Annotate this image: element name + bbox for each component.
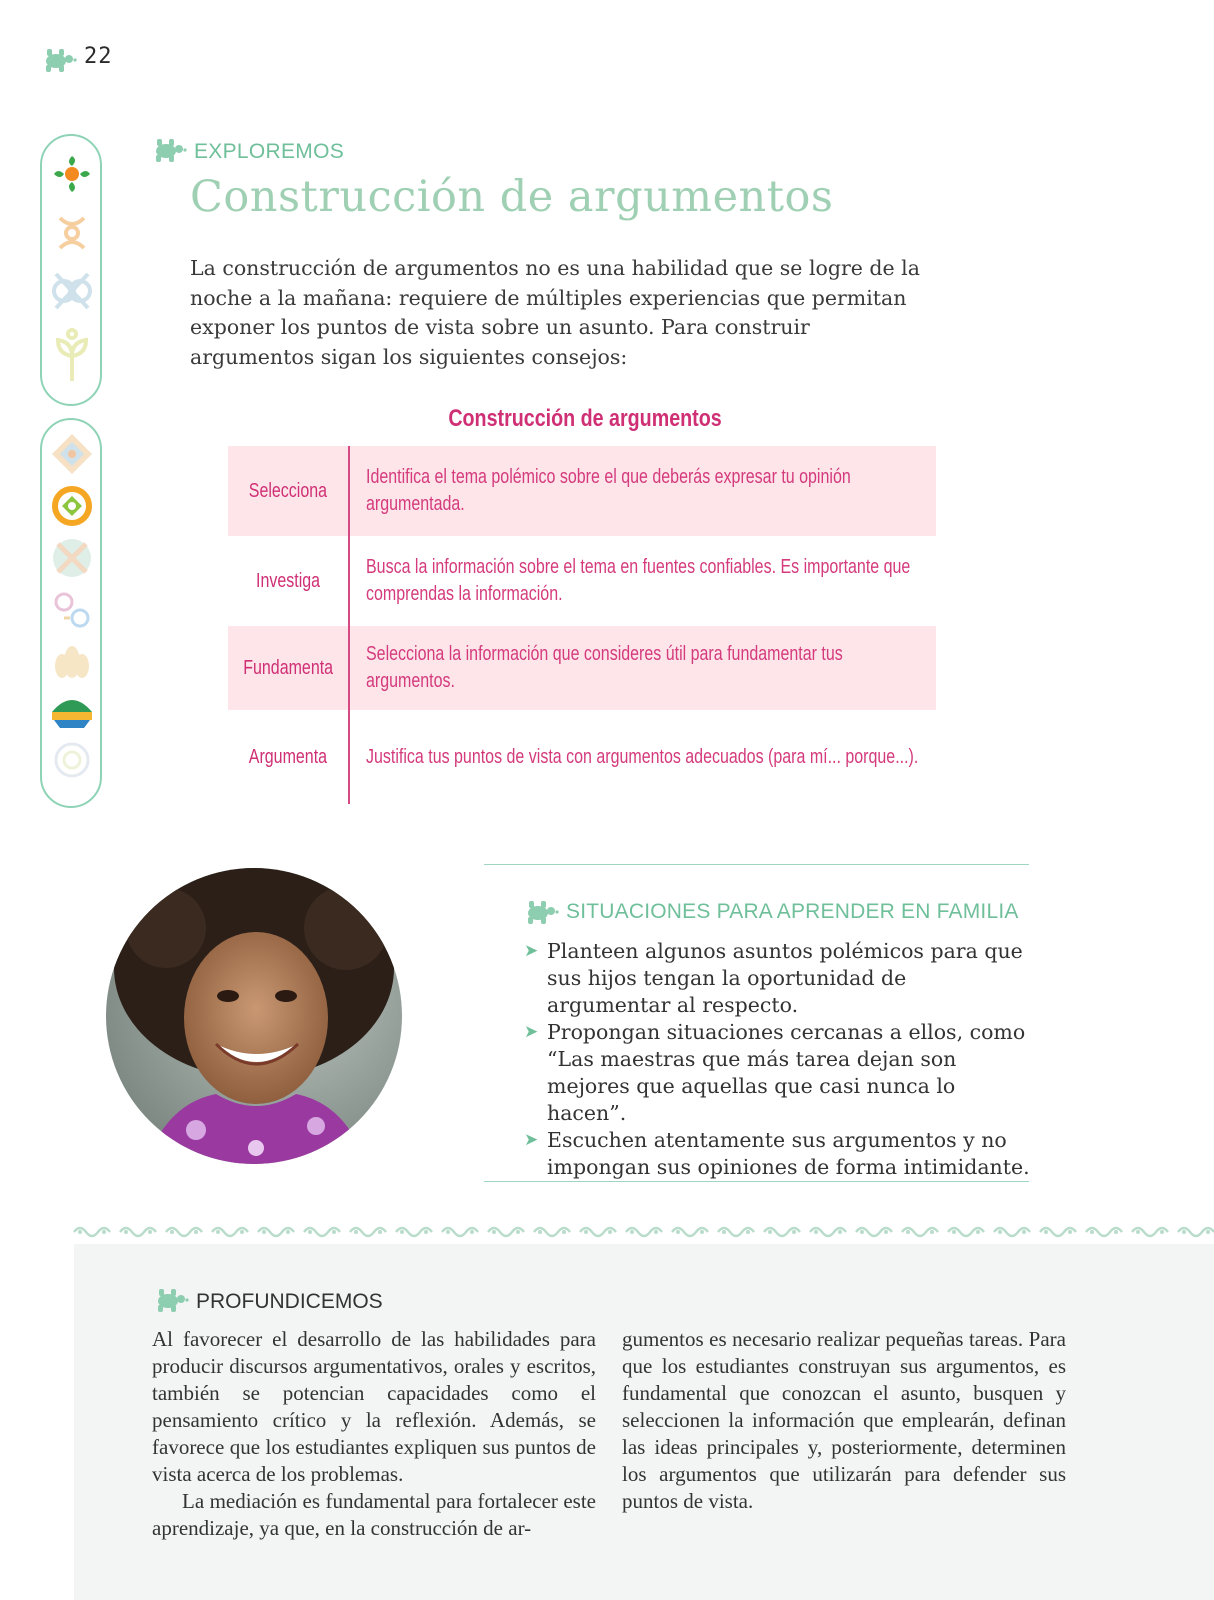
table-title: Construcción de argumentos [448,405,722,432]
turtle-icon [148,136,188,166]
page-header [38,46,78,80]
explore-header [148,136,188,170]
quilt-icon [50,536,94,580]
steps-table [228,446,936,804]
knot-icon [50,266,94,316]
list-item: ➤ Propongan situaciones cercanas a ellos, como “Las maestras que más tarea dejan son mejores que aquellas que casi nunca lo hacen”. [524,1020,1026,1125]
turtle-icon [150,1286,190,1316]
deep-header [150,1286,190,1320]
landscape-icon [50,690,94,730]
page-title: Construcción de argumentos [190,172,834,222]
wave-border [70,1222,1214,1242]
turtle-icon [38,46,78,76]
step-definition: Busca la información sobre el tema en fuentes confiables. Es importante que comprendas la información. [366,556,911,605]
list-item: ➤ Planteen algunos asuntos polémicos para que sus hijos tengan la oportunidad de argumentar al respecto. [524,939,1023,1017]
circle-icon [50,484,94,528]
table-row [228,536,936,626]
step-definition: Selecciona la información que consideres útil para fundamentar tus argumentos. [366,643,843,692]
family-list [524,938,1034,1181]
sprout-icon [50,326,94,386]
side-nav-bottom [40,418,102,808]
family-title: SITUACIONES PARA APRENDER EN FAMILIA [566,900,1019,923]
step-term: Investiga [255,569,321,592]
page-number: 22 [84,44,113,69]
step-definition: Identifica el tema polémico sobre el que deberás expresar tu opinión argumentada. [366,466,851,515]
deep-label: PROFUNDICEMOS [196,1290,383,1313]
table-row [228,626,936,710]
table-row [228,446,936,536]
lotus-icon [50,638,94,682]
deep-column-2: gumentos es necesario realizar pequeñas tareas. Para que los estudiantes construyan sus argumentos, es fundamental que conozcan el asunto, busquen y seleccionen la información que emplearán, definan las ideas principales y, posteriormente, determinen los argumentos que utilizarán para defender sus puntos de vista. [622,1327,1066,1513]
compass-icon [50,432,94,476]
family-header [520,898,560,932]
table-divider [348,446,350,804]
table-row [228,710,936,804]
arrow-icon: ➤ [524,1130,539,1150]
step-term: Argumenta [248,745,328,768]
deep-paragraph: Al favorecer el desarrollo de las habilidades para producir discursos argumentativos, orales y escritos, también se potencian capacidades como el pensamiento crítico y la reflexión. Además, se favorece que los estudiantes expliquen sus puntos de vista acerca de los problemas. [152,1327,596,1486]
explore-label: EXPLOREMOS [194,140,345,163]
sun-flower-icon [50,150,94,198]
deep-paragraph: La mediación es fundamental para fortalecer este aprendizaje, ya que, en la construcción de ar- [152,1489,596,1540]
step-definition: Justifica tus puntos de vista con argumentos adecuados (para mí... porque...). [366,745,919,768]
step-term: Selecciona [248,479,328,502]
step-term: Fundamenta [243,656,333,679]
child-photo [106,868,402,1164]
list-item: ➤ Escuchen atentamente sus argumentos y no impongan sus opiniones de forma intimidante. [524,1128,1030,1179]
arrow-icon: ➤ [524,1022,539,1042]
turtle-icon [520,898,560,928]
intro-paragraph: La construcción de argumentos no es una habilidad que se logre de la noche a la mañana: requiere de múltiples experiencias que permitan exponer los puntos de vista sobre un asunto. Para construir argumentos sigan los siguientes consejos: [190,256,920,369]
arrow-icon: ➤ [524,941,539,961]
chain-icon [50,588,94,632]
spiral-icon [50,738,94,782]
deep-column-1 [152,1326,596,1542]
side-nav-top [40,134,102,406]
swirl-icon [50,208,94,258]
